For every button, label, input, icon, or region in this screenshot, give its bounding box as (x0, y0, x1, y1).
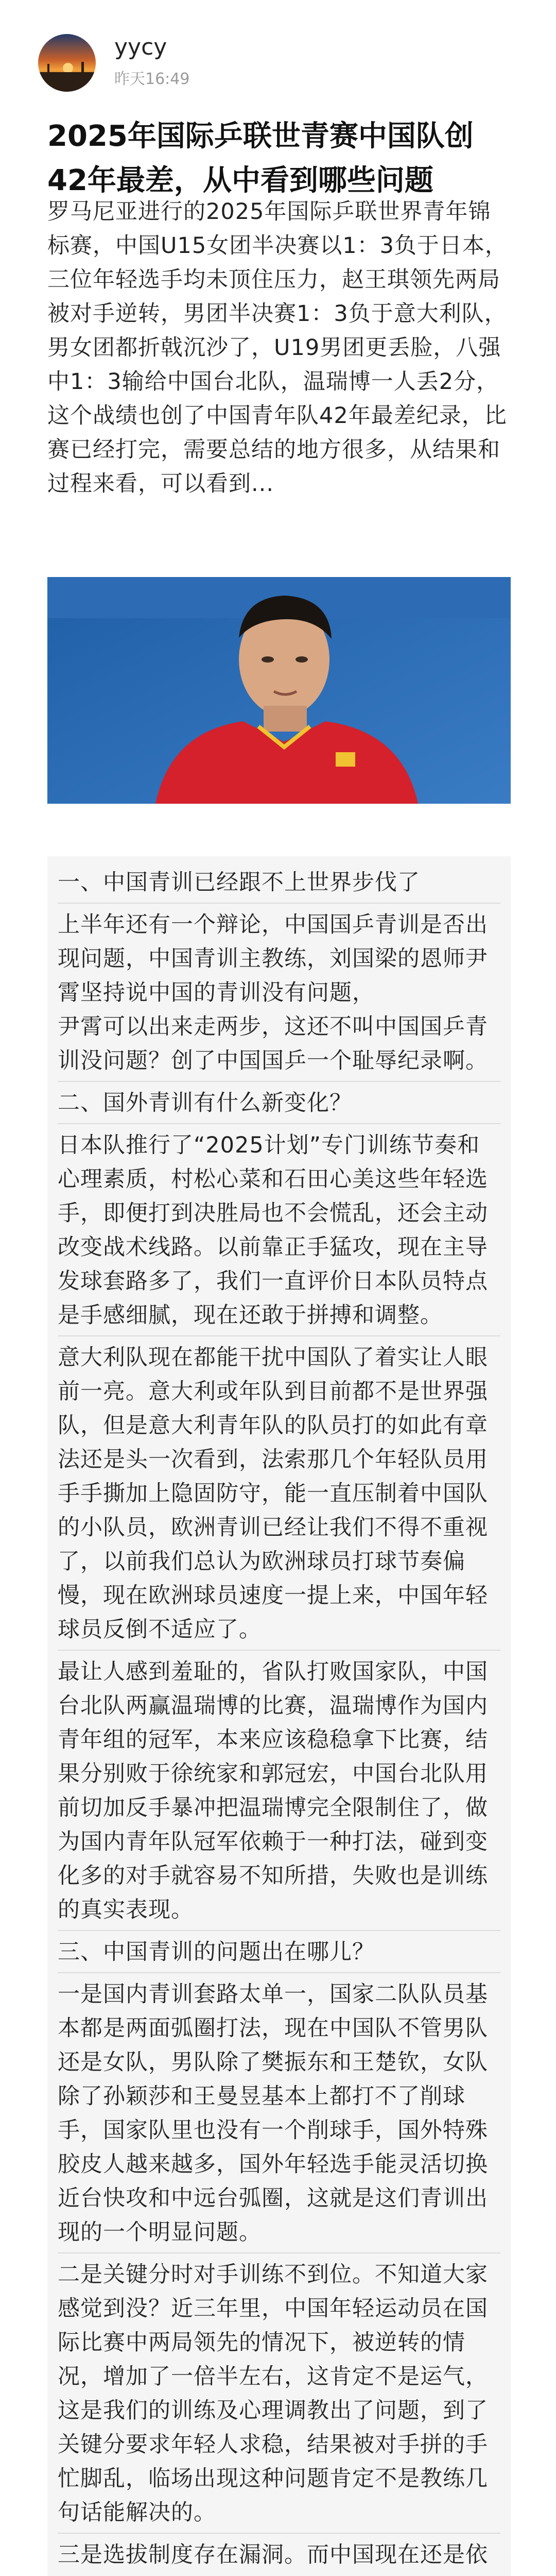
section-2-paragraph: 最让人感到羞耻的，省队打败国家队，中国台北队两赢温瑞博的比赛，温瑞博作为国内青年组的冠军，本来应该稳稳拿下比赛，结果分别败于徐统家和郭冠宏，中国台北队用前切加反手暴冲把温瑞博完全限制住了，做为国内青年队冠军依赖于一种打法，碰到变化多的对手就容易不知所措，失败也是训练的真实表现。 (58, 1659, 488, 1923)
divider (58, 1930, 500, 1931)
post-title: 2025年国际乒联世青赛中国队创42年最差，从中看到哪些问题 (47, 120, 474, 197)
section-1-paragraph: 上半年还有一个辩论，中国国乒青训是否出现问题，中国青训主教练，刘国梁的恩师尹霄坚持说中国的青训没有问题， (58, 912, 488, 1006)
intro-text: 罗马尼亚进行的2025年国际乒联世界青年锦标赛，中国U15女团半决赛以1：3负于日本，三位年轻选手均未顶住压力，赵王琪领先两局被对手逆转，男团半决赛1：3负于意大利队，男女团都折戟沉沙了，U19男团更丢脸，八强中1：3输给中国台北队，温瑞博一人丢2分，这个战绩也创了中国青年队42年最差纪录，比赛已经打完，需要总结的地方很多，从结果和过程来看，可以看到... (47, 199, 508, 497)
divider (58, 1081, 500, 1082)
divider (58, 2252, 500, 2253)
player-photo-image (47, 577, 511, 804)
section-1-heading: 一、中国青训已经跟不上世界步伐了 (58, 870, 420, 895)
divider (58, 2533, 500, 2534)
section-1-paragraph: 尹霄可以出来走两步，这还不叫中国国乒青训没问题？创了中国国乒一个耻辱纪录啊。 (58, 1014, 488, 1074)
section-2-paragraph: 日本队推行了“2025计划”专门训练节奏和心理素质，村松心菜和石田心美这些年轻选手，即便打到决胜局也不会慌乱，还会主动改变战术线路。以前靠正手猛攻，现在主导发球套路多了，我们一直评价日本队员特点是手感细腻，现在还敢于拼搏和调整。 (58, 1132, 488, 1328)
post-intro (47, 195, 511, 501)
divider (58, 1972, 500, 1973)
avatar[interactable] (38, 34, 96, 92)
post-timestamp: 昨天16:49 (114, 70, 190, 88)
article-body (47, 856, 511, 2576)
section-3-paragraph: 二是关键分时对手训练不到位。不知道大家感觉到没？近三年里，中国年轻运动员在国际比赛中两局领先的情况下，被逆转的情况，增加了一倍半左右，这肯定不是运气，这是我们的训练及心理调教出了问题，到了关键分要求年轻人求稳，结果被对手拼的手忙脚乱，临场出现这种问题肯定不是教练几句话能解决的。 (58, 2262, 488, 2526)
post-header (0, 0, 556, 103)
username[interactable]: yycy (114, 34, 167, 60)
avatar-sunset-image (38, 34, 96, 92)
article-body-content (58, 866, 500, 2576)
section-2-paragraph: 意大利队现在都能干扰中国队了着实让人眼前一亮。意大利或年队到目前都不是世界强队，但是意大利青年队的队员打的如此有章法还是头一次看到，法索那几个年轻队员用手手撕加上隐固防守，能一直压制着中国队的小队员，欧洲青训已经让我们不得不重视了，以前我们总认为欧洲球员打球节奏偏慢，现在欧洲球员速度一提上来，中国年轻球员反倒不适应了。 (58, 1345, 488, 1642)
divider (58, 903, 500, 904)
section-3-paragraph: 三是选拔制度存在漏洞。而中国现在还是依 (58, 2542, 488, 2568)
section-2-heading: 二、国外青训有什么新变化？ (58, 1090, 352, 1116)
divider (58, 1650, 500, 1651)
divider (58, 1335, 500, 1336)
divider (58, 1123, 500, 1124)
post-photo[interactable] (47, 577, 511, 804)
section-3-paragraph: 一是国内青训套路太单一，国家二队队员基本都是两面弧圈打法，现在中国队不管男队还是女队，男队除了樊振东和王楚钦，女队除了孙颖莎和王曼昱基本上都打不了削球手，国家队里也没有一个削球手，国外特殊胶皮人越来越多，国外年轻选手能灵活切换近台快攻和中远台弧圈，这就是这们青训出现的一个明显问题。 (58, 1981, 488, 2245)
section-3-heading: 三、中国青训的问题出在哪儿？ (58, 1939, 375, 1965)
